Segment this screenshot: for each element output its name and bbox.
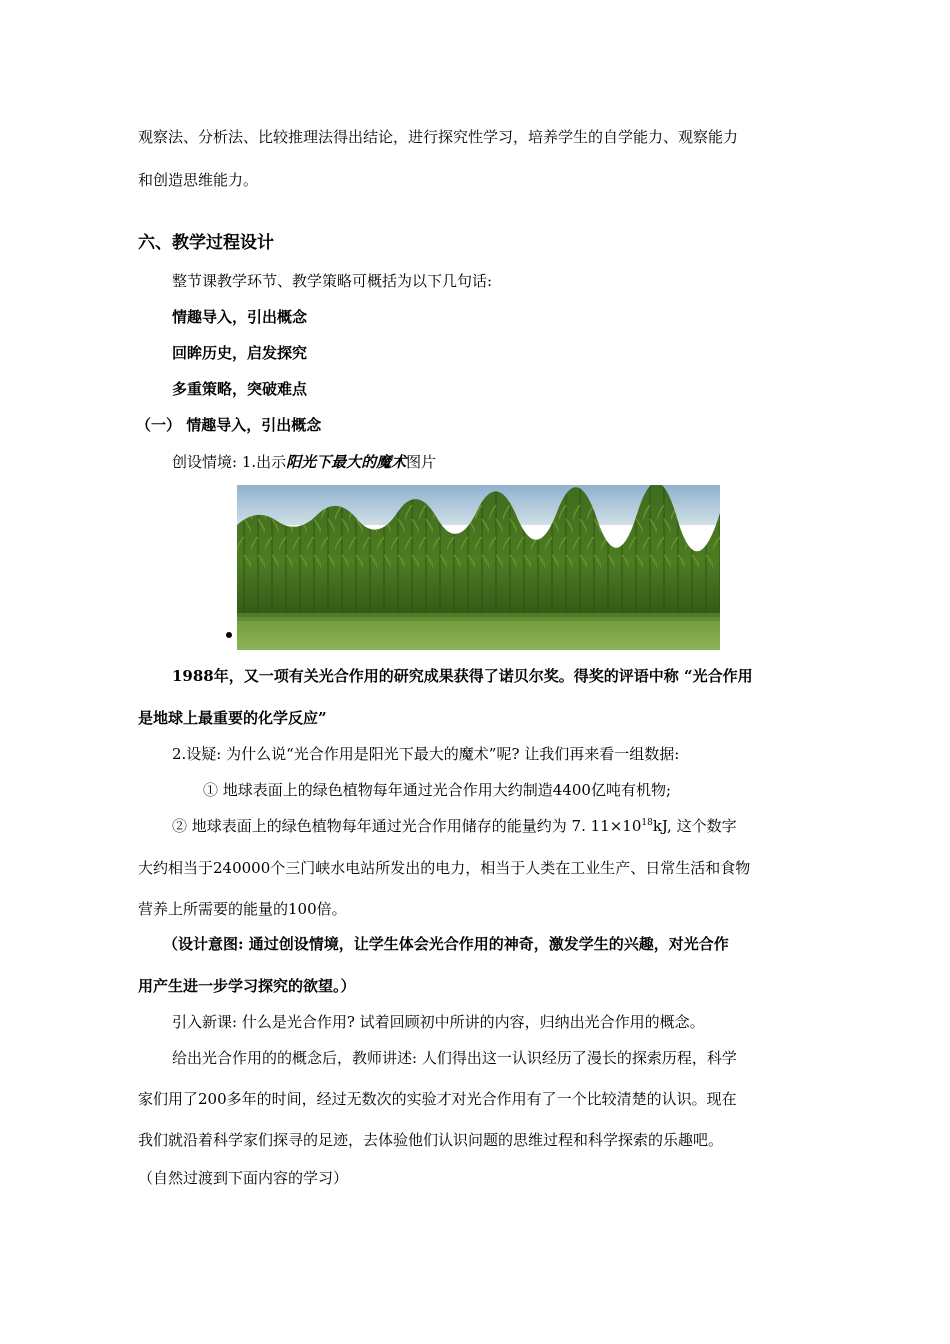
- design-intent-line: （设计意图: 通过创设情境，让学生体会光合作用的神奇，激发学生的兴趣，对光合作: [163, 935, 729, 953]
- paragraph-line: 家们用了200多年的时间，经过无数次的实验才对光合作用有了一个比较清楚的认识。现在: [138, 1090, 737, 1108]
- summary-item: 情趣导入，引出概念: [172, 308, 308, 326]
- paragraph-line: 和创造思维能力。: [138, 171, 259, 189]
- section-heading: 六、教学过程设计: [138, 233, 274, 253]
- question-line: 2.设疑: 为什么说“光合作用是阳光下最大的魔术”呢? 让我们再来看一组数据:: [172, 745, 680, 763]
- summary-intro: 整节课教学环节、教学策略可概括为以下几句话:: [172, 272, 493, 290]
- data-line: ① 地球表面上的绿色植物每年通过光合作用大约制造4400亿吨有机物;: [203, 781, 671, 799]
- bullet-dot: [226, 632, 232, 638]
- data2-suffix: kJ, 这个数字: [652, 817, 737, 835]
- paragraph-line: （自然过渡到下面内容的学习）: [138, 1169, 349, 1187]
- paragraph-line: 营养上所需要的能量的100倍。: [138, 900, 347, 918]
- create-scene-prefix: 创设情境: 1.出示: [172, 453, 287, 471]
- summary-item: 多重策略，突破难点: [172, 380, 308, 398]
- summary-item: 回眸历史，启发探究: [172, 344, 308, 362]
- paragraph-line: 引入新课: 什么是光合作用? 试着回顾初中所讲的内容，归纳出光合作用的概念。: [172, 1013, 705, 1031]
- data-line: [172, 815, 812, 837]
- paragraph-line: 是地球上最重要的化学反应”: [138, 709, 327, 727]
- data2-exponent: 18: [641, 818, 653, 828]
- design-intent-line: 用产生进一步学习探究的欲望。）: [138, 977, 356, 995]
- data2-prefix: ② 地球表面上的绿色植物每年通过光合作用储存的能量约为 7. 11×10: [172, 817, 642, 835]
- subsection-heading: （一） 情趣导入，引出概念: [136, 416, 322, 434]
- corn-field-photo: [237, 485, 720, 650]
- create-scene-italic: 阳光下最大的魔术: [286, 453, 407, 471]
- paragraph-line: 1988年，又一项有关光合作用的研究成果获得了诺贝尔奖。得奖的评语中称 “光合作用: [172, 667, 753, 685]
- paragraph-line: 大约相当于240000个三门峡水电站所发出的电力，相当于人类在工业生产、日常生活和食物: [138, 859, 751, 877]
- paragraph-line: 观察法、分析法、比较推理法得出结论，进行探究性学习，培养学生的自学能力、观察能力: [138, 128, 739, 146]
- create-scene-suffix: 图片: [406, 453, 437, 471]
- paragraph-line: 我们就沿着科学家们探寻的足迹，去体验他们认识问题的思维过程和科学探索的乐趣吧。: [138, 1131, 724, 1149]
- paragraph-line: 给出光合作用的的概念后，教师讲述: 人们得出这一认识经历了漫长的探索历程，科学: [172, 1049, 737, 1067]
- create-scene-line: [172, 451, 812, 473]
